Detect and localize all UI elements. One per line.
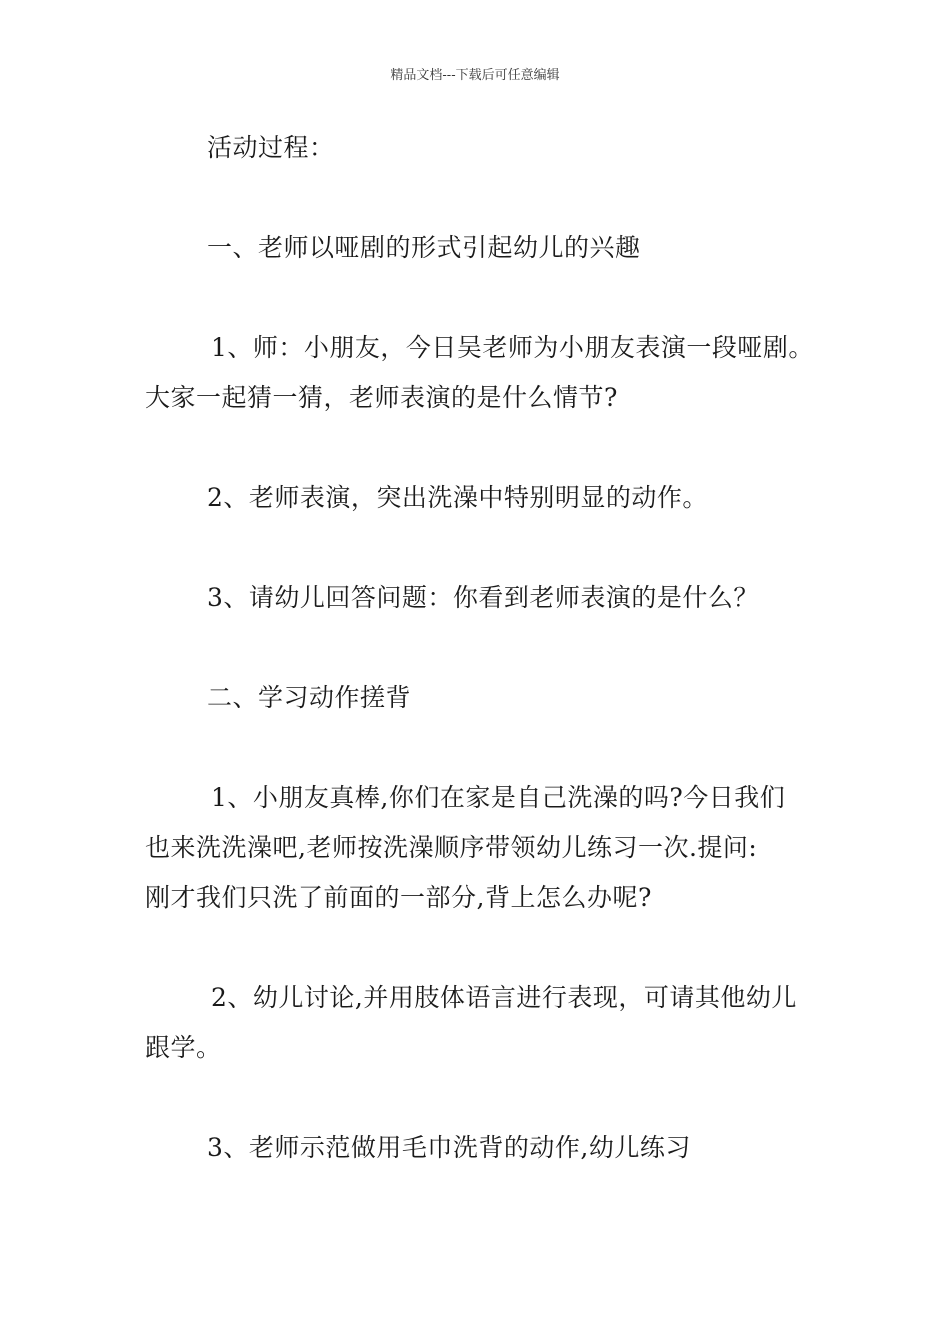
paragraph-2: 2、老师表演，突出洗澡中特别明显的动作。 [207, 483, 708, 512]
paragraph-4-line-2: 也来洗洗澡吧,老师按洗澡顺序带领幼儿练习一次.提问: [145, 833, 758, 862]
paragraph-1-line-2: 大家一起猜一猜，老师表演的是什么情节? [145, 383, 618, 412]
paragraph-4-line-3: 刚才我们只洗了前面的一部分,背上怎么办呢? [145, 883, 652, 912]
paragraph-3: 3、请幼儿回答问题：你看到老师表演的是什么？ [207, 583, 759, 612]
section-heading-one: 一、老师以哑剧的形式引起幼儿的兴趣 [207, 233, 641, 262]
paragraph-5-line-1: 2、幼儿讨论,并用肢体语言进行表现，可请其他幼儿 [211, 983, 797, 1012]
paragraph-5-line-2: 跟学。 [145, 1033, 222, 1062]
section-heading-activity-process: 活动过程： [207, 133, 335, 162]
section-heading-two: 二、学习动作搓背 [207, 683, 412, 712]
paragraph-6: 3、老师示范做用毛巾洗背的动作,幼儿练习 [207, 1133, 691, 1162]
paragraph-4-line-1: 1、小朋友真棒,你们在家是自己洗澡的吗?今日我们 [211, 783, 786, 812]
page-header: 精品文档---下载后可任意编辑 [390, 68, 560, 83]
paragraph-1-line-1: 1、师：小朋友，今日吴老师为小朋友表演一段哑剧。 [211, 333, 814, 362]
